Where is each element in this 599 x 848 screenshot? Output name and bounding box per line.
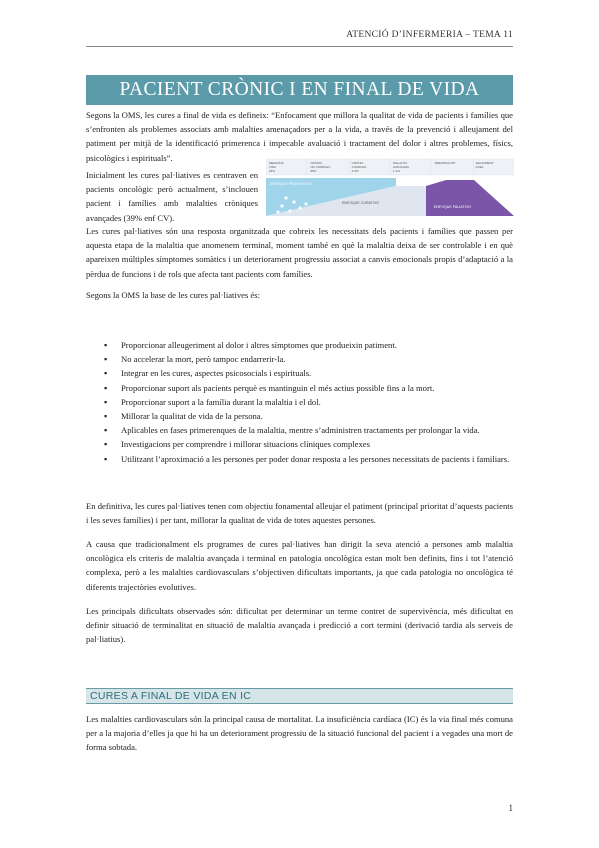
- page-title: PACIENT CRÒNIC I EN FINAL DE VIDA: [86, 75, 513, 105]
- list-item: ▪ Millorar la qualitat de vida de la persona.: [104, 409, 513, 423]
- list-item: ▪ Aplicables en fases primerenques de la malaltia, mentre s’administren tractaments per prolongar la vida.: [104, 423, 513, 437]
- figure-column-label: DUEL: [475, 165, 484, 169]
- side-paragraph: Inicialment les cures pal·liatives es centraven en pacients oncològic però actualment, s’inclouen pacient i famílies amb malalties cròniques avançades (39% enf CV).: [86, 170, 258, 223]
- list-item: ▪ Proporcionar suport als pacients perquè es mantinguin el més actius possible fins a la mort.: [104, 381, 513, 395]
- figure-column-label: 65%: [310, 169, 317, 173]
- list-item: ▪ Integrar en les cures, aspectes psicosocials i espirituals.: [104, 366, 513, 380]
- paragraph-palliative-response: Les cures pal·liatives són una resposta organitzada que cobreix les necessitats dels pacients i famílies que passen per aquesta etapa de la malaltia que anomenem terminal, moment també en què la malaltia deixa de ser controlable i en què apareixen múltiples símptomes somàtics i un deteriorament progressiu associat a canvis emocionals propis d’adaptació a la pèrdua de funcions i de rols que afecta tant pacients com famílies.: [86, 226, 513, 279]
- figure-column-label: NO COMPLEX: [310, 165, 331, 169]
- paragraph-difficulties: Les principals dificultats observades són: dificultat per determinar un terme contret de supervivència, més dificultat en definir situació de terminalitat en situació de malaltia avançada i predicció a cort termini (derivació tardia als serveis de pal·liatius).: [86, 606, 513, 645]
- paragraph-objective: En definitiva, les cures pal·liatives tenen com objectiu fonamental alleujar el patiment (principal prioritat d’aquests pacients i les seves famílies) i per tant, millorar la qualitat de vida de totes aquestes persones.: [86, 501, 513, 526]
- figure-column-label: MEDICINA: [269, 161, 284, 165]
- paragraph-oncology-criteria: A causa que tradicionalment els programes de cures pal·liatives han dirigit la seva atenció a persones amb malaltia oncològica els criteris de malaltia avançada i terminal en patologia oncològica estan molt ben definits, fins i tot l’atenció complexa, però a les malalties cardiovasculars s’objectiven dificultats importants, ja que cada patologia no oncològica té diferents trajectòries evolutives.: [86, 539, 513, 592]
- paragraph-oms-basis: Segons la OMS la base de les cures pal·liatives és:: [86, 290, 260, 300]
- list-item: ▪ Investigacions per comprendre i millorar situacions clíniques complexes: [104, 437, 513, 451]
- curative-label: ENFOQUE CURATIVO: [342, 201, 380, 205]
- header-divider: [86, 46, 513, 47]
- figure-column-label: CRÒNIC: [310, 161, 323, 165]
- oms-principles-list: [104, 338, 513, 466]
- section-heading-bar: [86, 688, 513, 704]
- care-approach-diagram: [266, 158, 514, 218]
- preventive-label: ENFOQUE PREVENTIVO: [270, 182, 312, 186]
- list-item: ▪ Proporcionar alleugeriment al dolor i altres símptomes que produeixin patiment.: [104, 338, 513, 352]
- section-title: CURES A FINAL DE VIDA EN IC: [90, 690, 252, 702]
- list-item: ▪ No accelerar la mort, però tampoc endarrerir-la.: [104, 352, 513, 366]
- list-item: ▪ Proporcionar suport a la família durant la malaltia i el dol.: [104, 395, 513, 409]
- running-header: ATENCIÓ D’INFERMERIA – TEMA 11: [346, 30, 513, 40]
- figure-column-label: VIDA: [269, 165, 277, 169]
- figure-column-label: TERMINALITAT: [434, 161, 456, 165]
- palliative-label: ENFOQUE PALIATIVO: [434, 205, 471, 209]
- list-item: ▪ Utilitzant l’aproximació a les persones per poder donar resposta a les persones necessitats de pacients i familiars.: [104, 452, 513, 466]
- figure-column-label: COMPLEX: [351, 165, 367, 169]
- figure-column-label: CRÒNIC: [351, 161, 364, 165]
- figure-column-label: MALALTIA: [393, 161, 408, 165]
- figure-column-label: 1-2%: [393, 169, 401, 173]
- figure-column-label: SEGUIMENT: [475, 161, 494, 165]
- page-number: 1: [508, 803, 513, 813]
- intro-paragraph: Segons la OMS, les cures a final de vida es defineix: “Enfocament que millora la qualitat de vida de pacients i famílies que s’enfronten als problemes associats amb malalties amenaçadors per a la vida, a través de la prevenció i alleujament del patiment per mitjà de la identificació primerenca i impecable avaluació i tractament del dolor i altres problemes, físics, psicològics i espirituals”.: [86, 110, 513, 163]
- figure-column-label: AVANÇADA: [393, 165, 410, 169]
- figure-column-label: 2-5%: [351, 169, 359, 173]
- paragraph-cardiovascular: Les malalties cardiovasculars són la principal causa de mortalitat. La insuficiència cardíaca (IC) és la via final més comuna per a la majoria d’elles ja que hi ha un deteriorament progressiu de la situació funcional del pacient i a vegades una mort de forma sobtada.: [86, 714, 513, 753]
- figure-column-label: 29%: [269, 169, 276, 173]
